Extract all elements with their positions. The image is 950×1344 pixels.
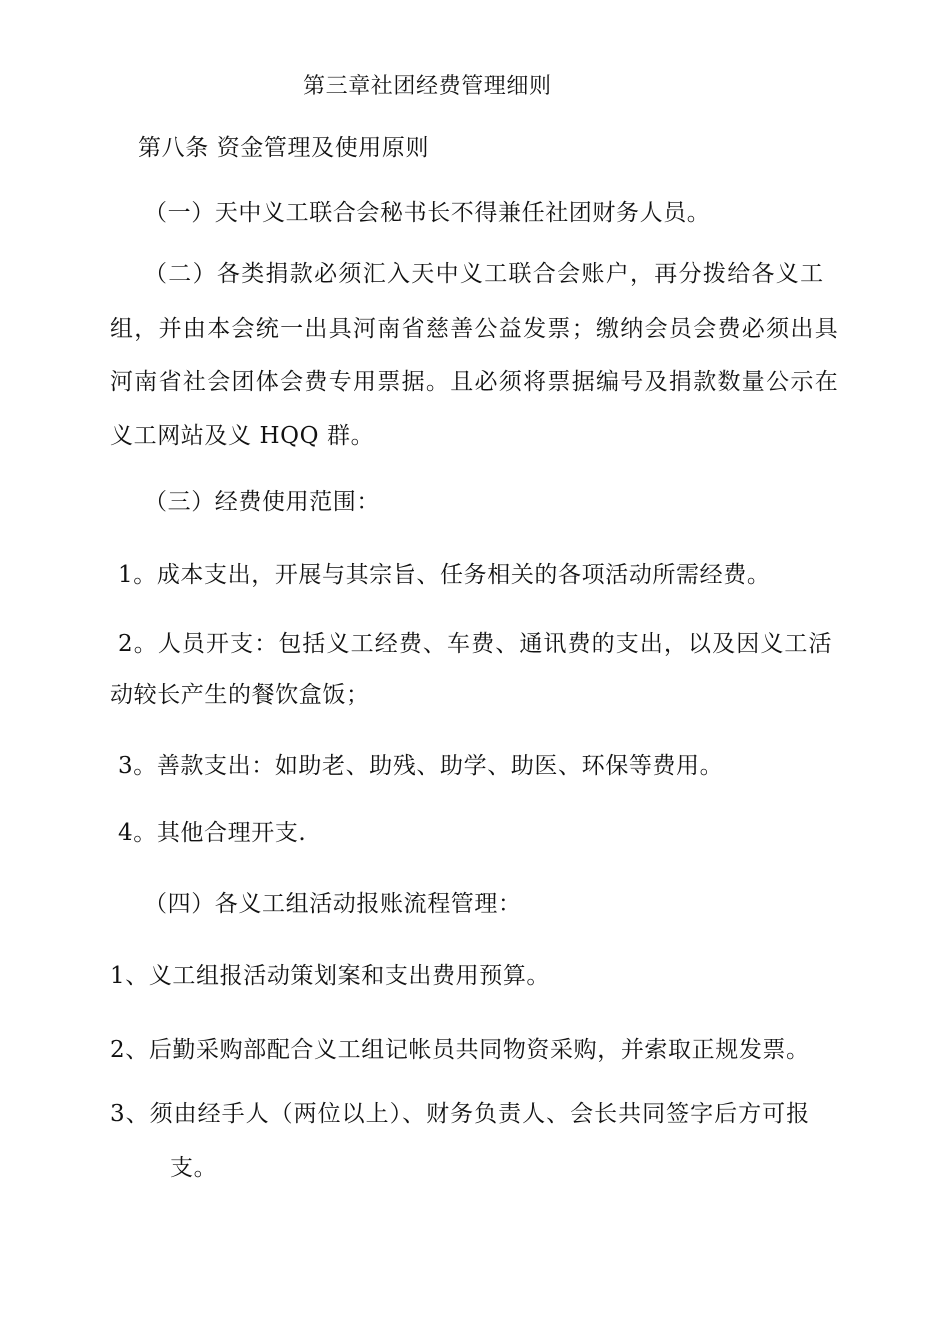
step-3-line-1: 3、须由经手人（两位以上）、财务负责人、会长共同签字后方可报 <box>110 1101 811 1127</box>
paragraph-2-line-3: 河南省社会团体会费专用票据。且必须将票据编号及捐款数量公示在 <box>110 369 839 395</box>
step-3-line-2: 支。 <box>170 1155 218 1181</box>
scope-item-1: 1。成本支出，开展与其宗旨、任务相关的各项活动所需经费。 <box>118 562 771 588</box>
paragraph-2-line-2: 组，并由本会统一出具河南省慈善公益发票；缴纳会员会费必须出具 <box>110 316 839 342</box>
scope-item-4: 4。其他合理开支. <box>118 820 307 846</box>
paragraph-1: （一）天中义工联合会秘书长不得兼任社团财务人员。 <box>144 200 711 226</box>
article-heading: 第八条 资金管理及使用原则 <box>138 135 430 161</box>
paragraph-3: （三）经费使用范围： <box>144 489 380 515</box>
step-1: 1、义工组报活动策划案和支出费用预算。 <box>110 963 551 989</box>
scope-item-3: 3。善款支出：如助老、助残、助学、助医、环保等费用。 <box>118 753 724 779</box>
scope-item-2-line-1: 2。人员开支：包括义工经费、车费、通讯费的支出，以及因义工活 <box>118 631 833 657</box>
scope-item-2-line-2: 动较长产生的餐饮盒饭； <box>110 682 370 708</box>
paragraph-2-line-4: 义工网站及义 HQQ 群。 <box>110 423 375 449</box>
paragraph-2-line-1: （二）各类捐款必须汇入天中义工联合会账户，再分拨给各义工 <box>144 261 825 287</box>
paragraph-4: （四）各义工组活动报账流程管理： <box>144 891 522 917</box>
step-2: 2、后勤采购部配合义工组记帐员共同物资采购，并索取正规发票。 <box>110 1037 810 1063</box>
chapter-title: 第三章社团经费管理细则 <box>303 74 552 99</box>
